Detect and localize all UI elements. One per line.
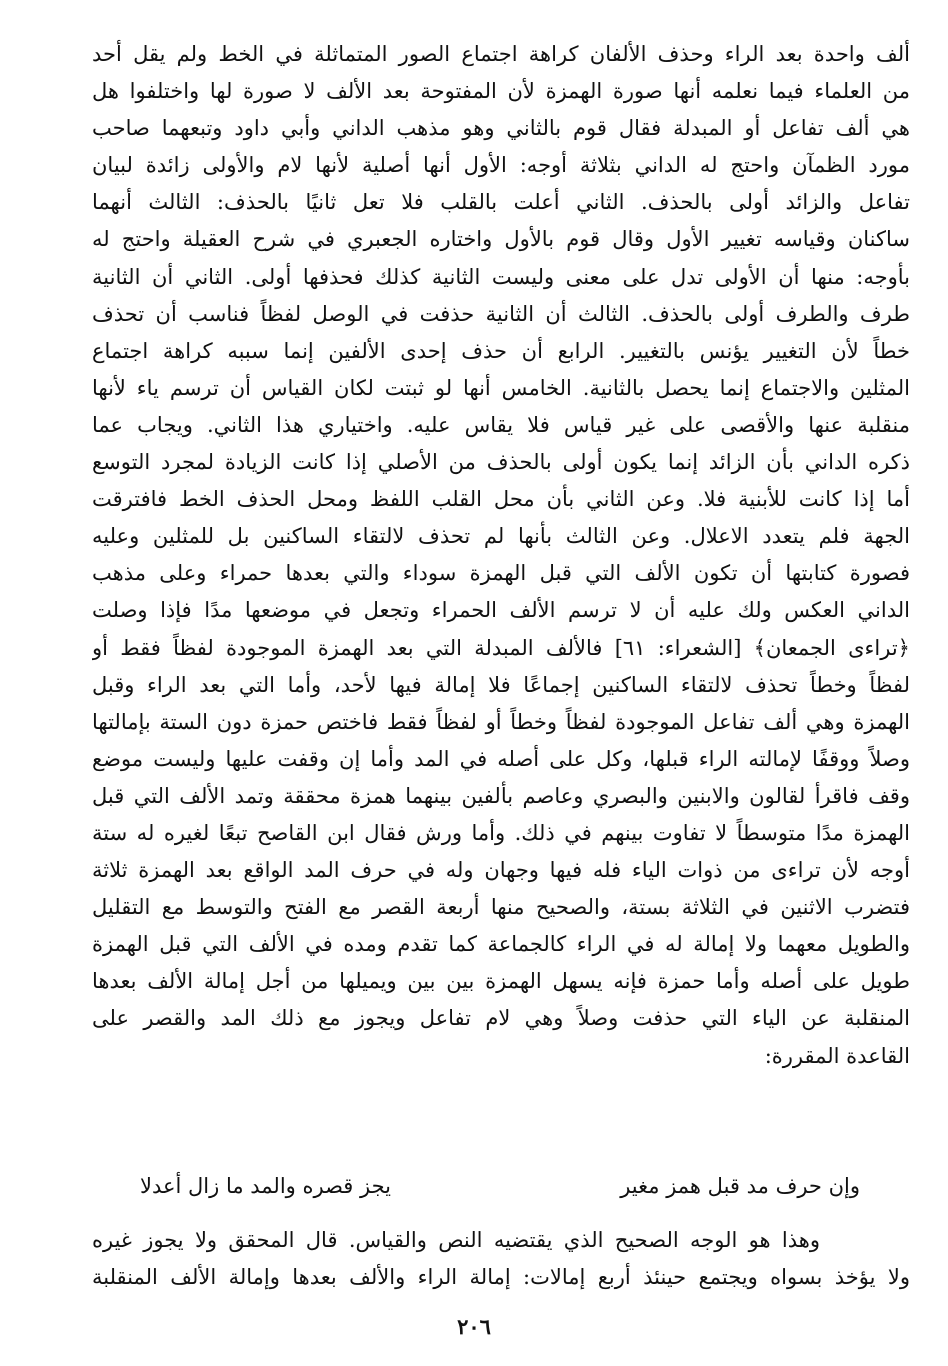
text-line: طرف والطرف أولى بالحذف. الثالث أن الثانية حذفت في الوصل لفظاً فناسب أن تحذف [92, 301, 910, 326]
text-line: منقلبة عنها والأقصى على غير قياس فلا يقاس عليه. واختياري هذا الثاني. ويجاب عما [92, 412, 910, 437]
closing-paragraph [92, 1222, 910, 1296]
text-line: القاعدة المقررة: [764, 1043, 910, 1068]
text-line: ألف واحدة بعد الراء وحذف الألفان كراهة اجتماع الصور المتماثلة في الخط ولم يقل أحد [92, 42, 910, 66]
text-line: خطاً لأن التغيير يؤنس بالتغيير. الرابع أن حذف إحدى الألفين إنما سببه كراهة اجتماع [92, 338, 910, 363]
text-line: لفظاً وخطاً تحذف لالتقاء الساكنين إجماعًا فلا إمالة فيها لأحد، وأما التي بعد الراء وقبل [92, 672, 910, 697]
text-line: الداني العكس ولك عليه أن لا ترسم الألف الحمراء وتجعل في موضعها مدًا فإذا وصلت [92, 598, 910, 623]
text-line: الجهة فلم يتعدد الاعلال. وعن الثالث بأنها لم تحذف لالتقاء الساكنين بل للمثلين وعليه [92, 524, 910, 549]
text-line: مورد الظمآن واحتج له الداني بثلاثة أوجه: الأول أنها أصلية لأنها لام والأولى زائدة لبيان [92, 153, 910, 178]
text-line: أوجه لأن تراءى من ذوات الياء فله فيها وجهان وله في حرف المد الواقع بعد الهمزة ثلاثة [92, 858, 910, 883]
text-line: من العلماء فيما نعلمه أنها صورة الهمزة لأن المفتوحة بعد الألف لا صورة لها واختلفوا هل [92, 79, 910, 104]
text-line: وصلاً ووقفًا لإمالته الراء قبلها، وكل على أصله في المد وأما إن وقفت عليها وليست موضع [92, 746, 910, 771]
text-line: المثلين والاجتماع إنما يحصل بالثانية. الخامس أنها لو ثبتت لكان القياس أن ترسم ياء لأنها [92, 375, 910, 400]
text-line: هي ألف تفاعل أو المبدلة فقال قوم بالثاني وهو مذهب الداني وأبي داود وتبعهما صاحب [92, 116, 910, 141]
text-line: الهمزة مدًا متوسطاً لا تفاوت بينهم في ذلك. وأما ورش فقال ابن القاصح تبعًا لغيره له ستة [92, 820, 910, 845]
text-line: ولا يؤخذ بسواه ويجتمع حينئذ أربع إمالات: إمالة الراء والألف بعدها وإمالة الألف المنقلبة [92, 1265, 910, 1290]
text-line: وقف فاقرأ لقالون والابنين والبصري وعاصم بألفين بينهما همزة محققة وتمد الألف التي قبل [92, 783, 910, 808]
text-line: ذكره الداني بأن الزائد إنما يكون أولى بالحذف من الأصلي إذا كانت الزيادة لمجرد التوسع [92, 450, 910, 475]
text-line: تفاعل والزائد أولى بالحذف. الثاني أعلت بالقلب فلا تعل ثانيًا بالحذف: الثالث أنهما [92, 190, 910, 215]
text-line: أما إذا كانت للأبنية فلا. وعن الثاني بأن محل القلب اللفظ ومحل الحذف الخط فافترقت [92, 487, 910, 512]
text-line: والطويل معهما ولا إمالة له في الراء كالجماعة كما تقدم ومده في الألف التي قبل الهمزة [92, 932, 910, 957]
poetry-verse [140, 1166, 860, 1206]
verse-second-hemistich: يجز قصره والمد ما زال أعدلا [140, 1174, 391, 1198]
text-line: فتضرب الاثنين في الثلاثة بستة، والصحيح منها أربعة القصر مع الفتح والتوسط مع التقليل [92, 895, 910, 920]
text-line: الهمزة وهي ألف تفاعل الموجودة لفظاً وخطاً أو لفظاً فقط فاختص حمزة دون الستة بإمالتها [92, 709, 910, 734]
text-line: وهذا هو الوجه الصحيح الذي يقتضيه النص والقياس. قال المحقق ولا يجوز غيره [92, 1228, 820, 1252]
text-line: ﴿تراءى الجمعان﴾ [الشعراء: ٦١] فالألف المبدلة التي بعد الهمزة الموجودة لفظاً فقط أو [92, 635, 910, 660]
text-line: فصورة كتابتها أن تكون الألف التي قبل الهمزة سوداء والتي بعدها حمراء وعلى مذهب [92, 561, 910, 586]
page-number: ٢٠٦ [457, 1314, 491, 1339]
text-line: بأوجه: منها أن الأولى تدل على معنى وليست الثانية كذلك فحذفها أولى. الثاني أن الثانية [92, 264, 910, 289]
text-line: المنقلبة عن الياء التي حذفت وصلاً وهي لام تفاعل ويجوز مع ذلك المد والقصر على [92, 1006, 910, 1031]
text-line: طويل على أصله وأما حمزة فإنه يسهل الهمزة بين بين ويميلها من أجل إمالة الألف بعدها [92, 969, 910, 994]
verse-first-hemistich: وإن حرف مد قبل همز مغير [620, 1174, 860, 1198]
body-text [92, 36, 910, 1075]
text-line: ساكنان وقياسه تغيير الأول وقال قوم بالأول واختاره الجعبري في شرح العقيلة واحتج له [92, 227, 910, 252]
